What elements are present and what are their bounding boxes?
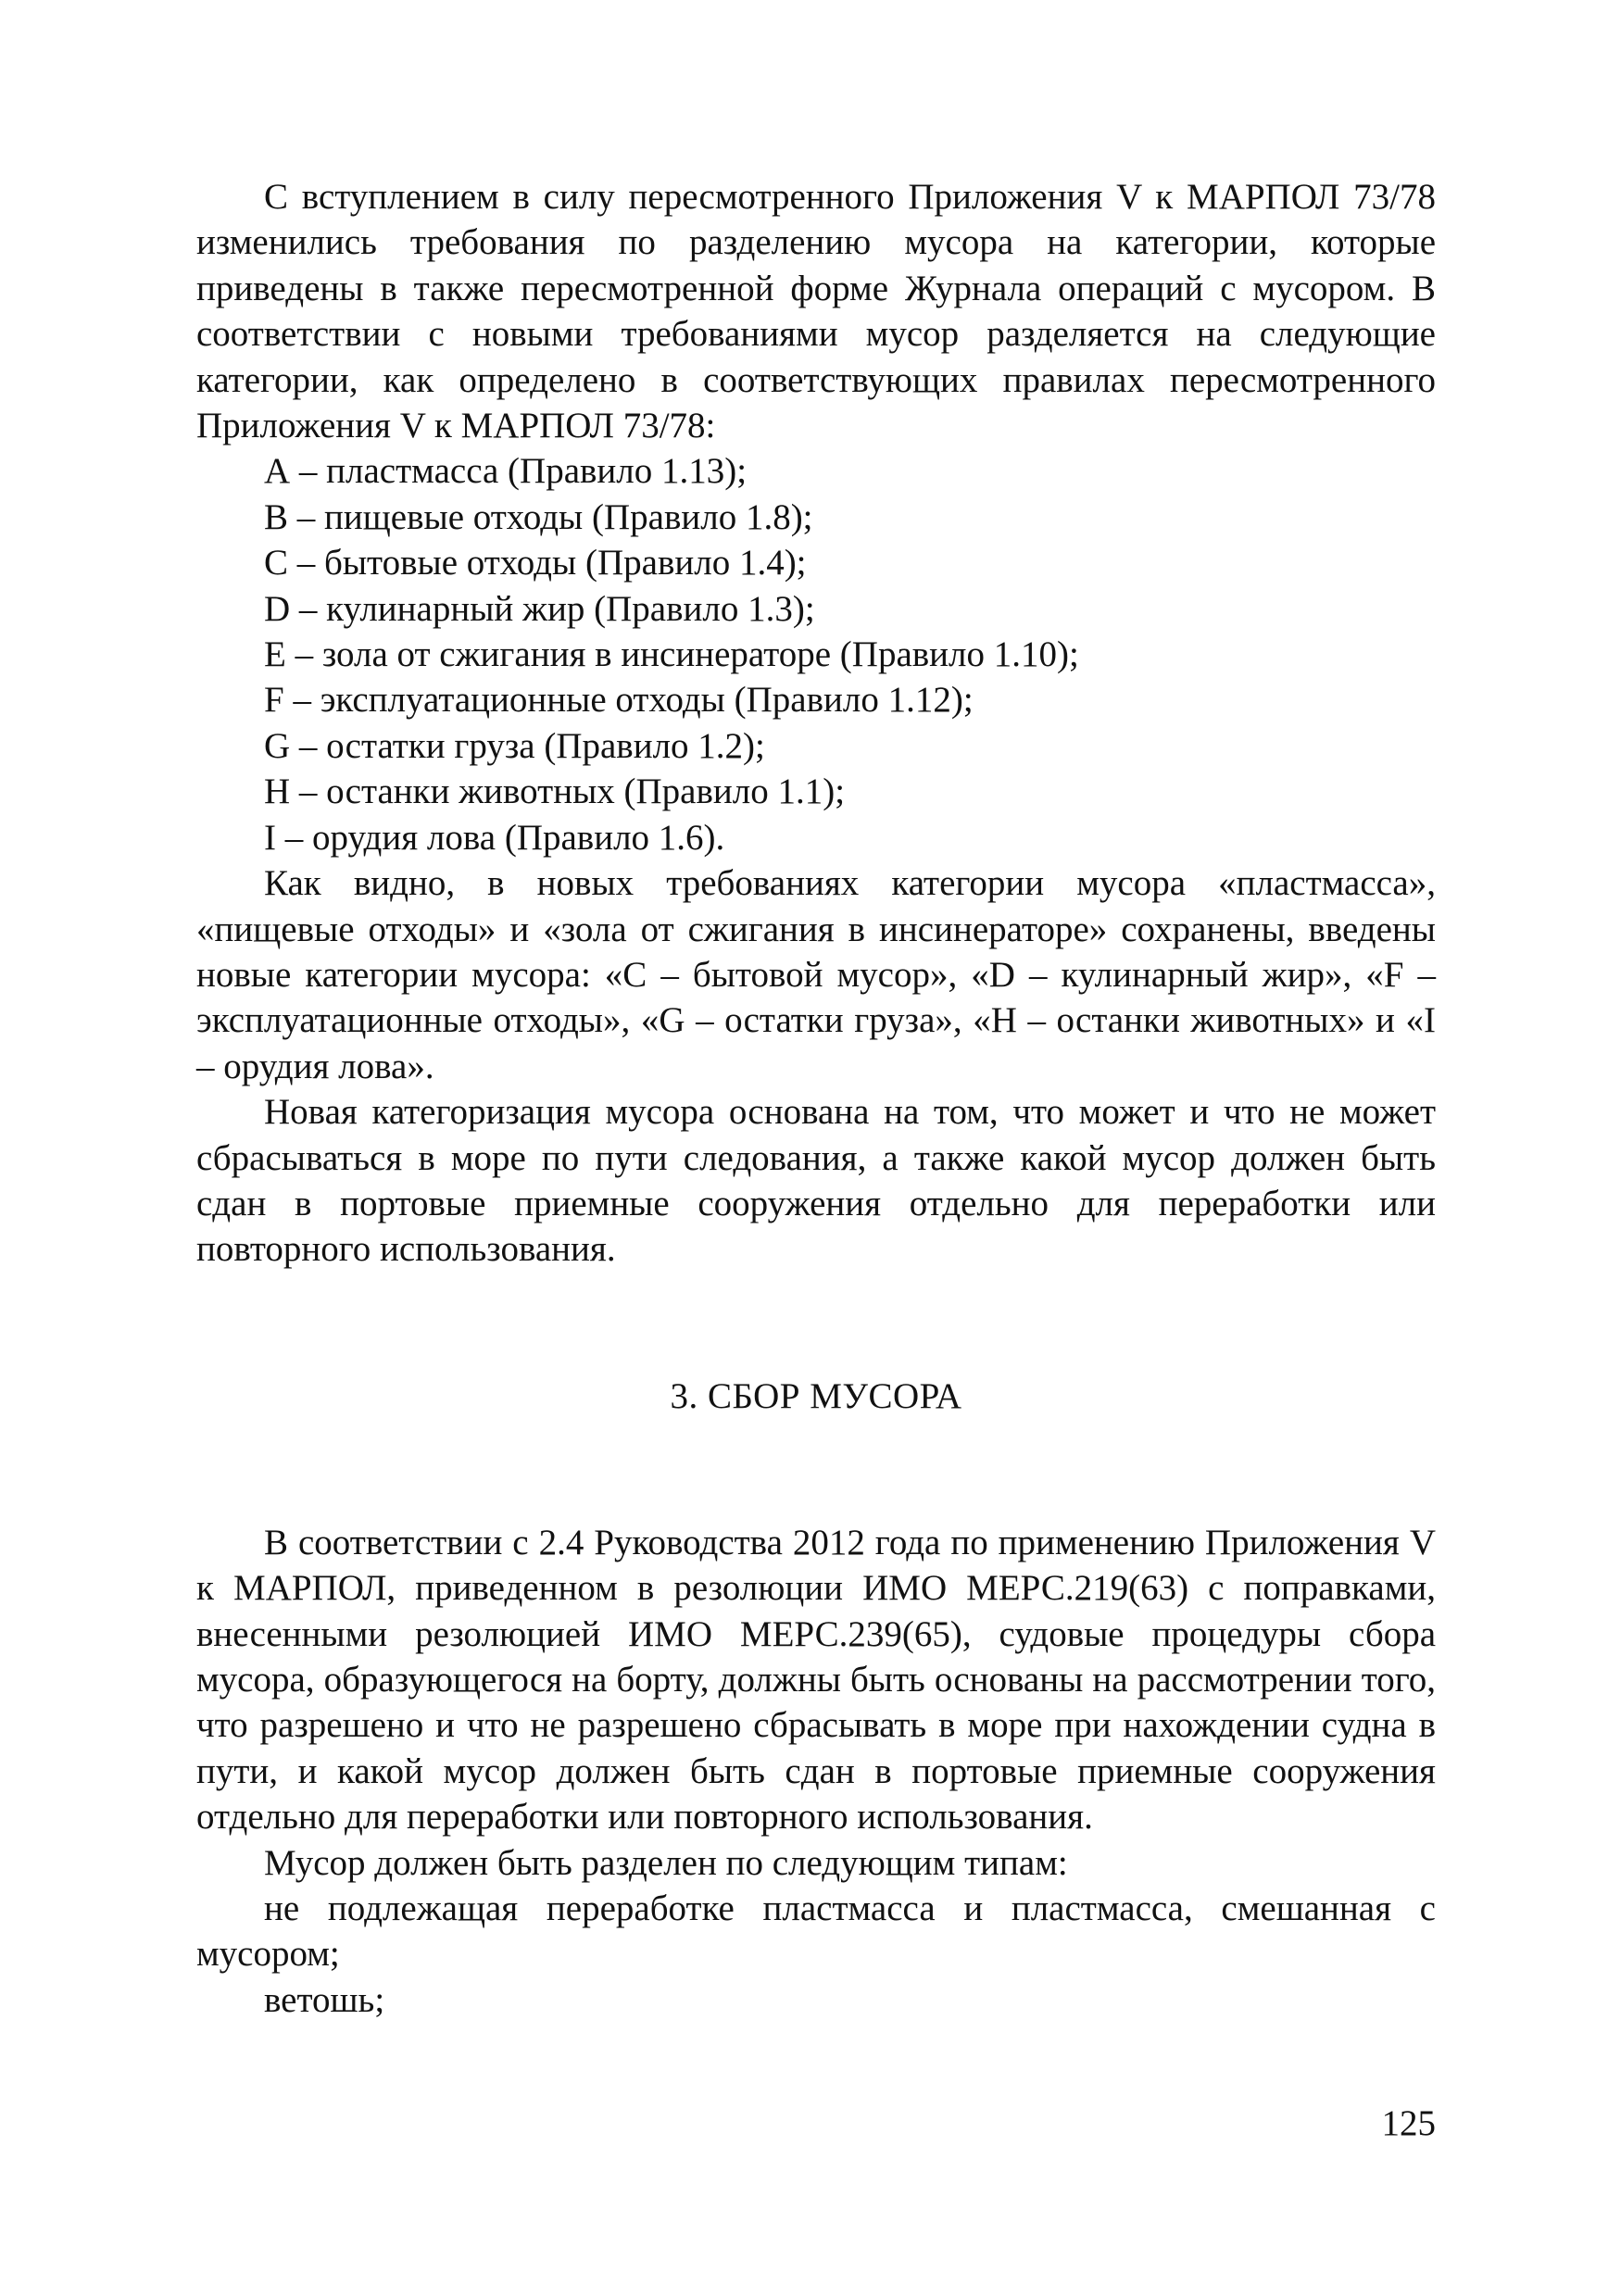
paragraph-rags: ветошь;: [264, 1979, 385, 2020]
category-item: I – орудия лова (Правило 1.6).: [264, 817, 725, 858]
paragraph-plastics: не подлежащая переработке пластмасса и пластмасса, смешанная с мусором;: [196, 1888, 1436, 1975]
category-item: D – кулинарный жир (Правило 1.3);: [264, 588, 815, 629]
page-number: 125: [1381, 2103, 1436, 2143]
category-item: А – пластмасса (Правило 1.13);: [264, 451, 748, 492]
category-item: Е – зола от сжигания в инсинераторе (Правило 1.10);: [264, 634, 1079, 675]
page-body: [196, 174, 1436, 2023]
section-heading: 3. СБОР МУСОРА: [670, 1375, 962, 1416]
paragraph-types-intro: Мусор должен быть разделен по следующим типам:: [264, 1842, 1068, 1883]
category-item: Н – останки животных (Правило 1.1);: [264, 772, 846, 812]
paragraph-categorization: Новая категоризация мусора основана на том, что может и что не может сбрасываться в море по пути следования, а также какой мусор должен быть сдан в портовые приемные сооружения отдельно для переработки или повторного использования.: [196, 1092, 1436, 1270]
category-item: G – остатки груза (Правило 1.2);: [264, 725, 765, 766]
paragraph-guidelines: В соответствии с 2.4 Руководства 2012 года по применению Приложения V к МАРПОЛ, приведенном в резолюции ИМО МЕРС.219(63) с поправками, внесенными резолюцией ИМО МЕРС.239(65), судовые процедуры сбора мусора, образующегося на борту, должны быть основаны на рассмотрении того, что разрешено и что не разрешено сбрасывать в море при нахождении судна в пути, и какой мусор должен быть сдан в портовые приемные сооружения отдельно для переработки или повторного использования.: [196, 1522, 1436, 1838]
category-item: F – эксплуатационные отходы (Правило 1.12);: [264, 680, 974, 721]
category-item: С – бытовые отходы (Правило 1.4);: [264, 543, 807, 583]
paragraph-new-categories: Как видно, в новых требованиях категории мусора «пластмасса», «пищевые отходы» и «зола от сжигания в инсинераторе» сохранены, введены новые категории мусора: «С – бытовой мусор», «D – кулинарный жир», «F – эксплуатационные отходы», «G – остатки груза», «Н – останки животных» и «I – орудия лова».: [196, 863, 1436, 1086]
category-item: В – пищевые отходы (Правило 1.8);: [264, 496, 813, 537]
paragraph-intro: С вступлением в силу пересмотренного Приложения V к МАРПОЛ 73/78 изменились требования по разделению мусора на категории, которые приведены в также пересмотренной форме Журнала операций с мусором. В соответствии с новыми требованиями мусор разделяется на следующие категории, как определено в соответствующих правилах пересмотренного Приложения V к МАРПОЛ 73/78:: [196, 177, 1436, 446]
garbage-category-list: [196, 448, 1436, 860]
